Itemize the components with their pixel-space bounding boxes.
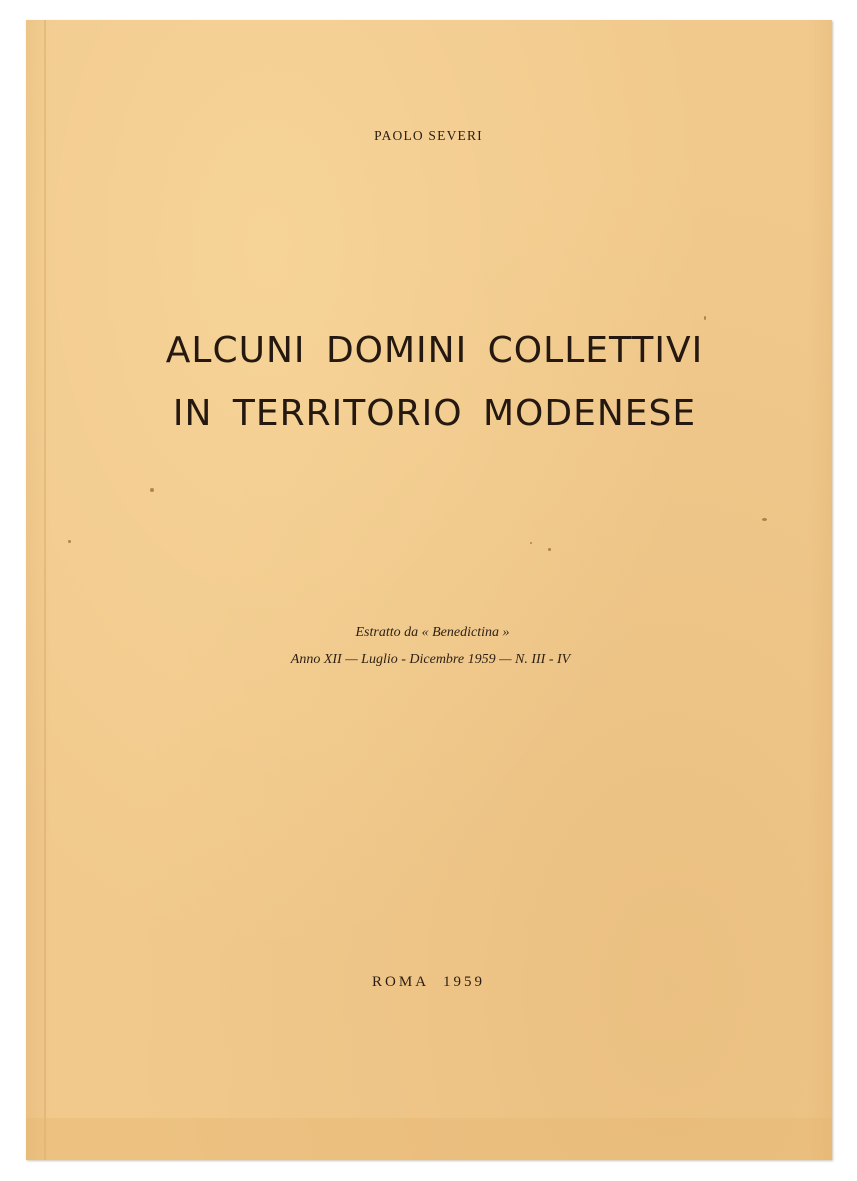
paper-speck <box>548 548 551 551</box>
imprint-place-year: ROMA 1959 <box>372 974 485 990</box>
paper-speck <box>150 488 154 492</box>
title-line-1: ALCUNI DOMINI COLLETTIVI <box>165 330 704 371</box>
paper-speck <box>68 540 71 543</box>
title-line-2: IN TERRITORIO MODENESE <box>172 393 697 434</box>
extract-source: Estratto da « Benedictina » <box>355 625 510 640</box>
extract-issue: Anno XII — Luglio - Dicembre 1959 — N. III - IV <box>290 652 571 667</box>
paper-speck <box>762 518 767 521</box>
paper-speck <box>704 316 706 320</box>
cover-bottom-band <box>26 1118 832 1160</box>
author-name: PAOLO SEVERI <box>374 128 483 143</box>
paper-speck <box>530 542 532 544</box>
